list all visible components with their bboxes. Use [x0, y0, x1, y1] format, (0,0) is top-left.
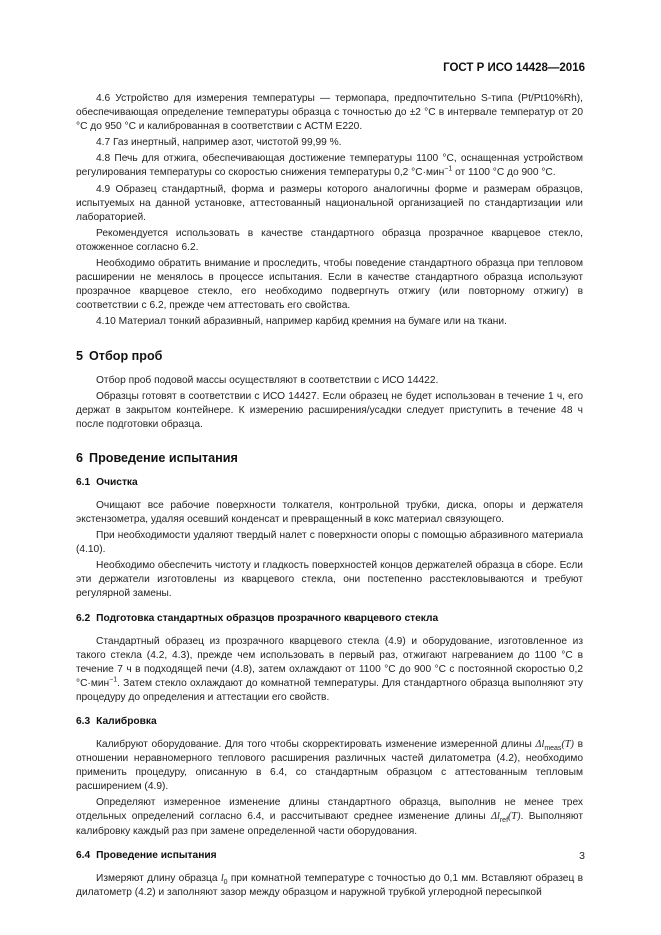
subsection-6-2-heading — [76, 612, 583, 626]
temperature-argument: (T) — [561, 739, 574, 750]
paragraph-4-8 — [76, 152, 583, 180]
paragraph-4-7: 4.7 Газ инертный, например азот, чистотой 99,99 %. — [96, 137, 342, 149]
l-zero-symbol: l — [220, 872, 224, 884]
ref-subscript: ref — [499, 817, 509, 825]
s63p2-text-a: Определяют измеренное изменение длины стандартного образца, выполнив не менее трех отдельных определений согласно 6.4, и рассчитывают среднее изменение длины — [76, 797, 583, 823]
subsection-6-1-paragraph: При необходимости удаляют твердый налет с поверхности опоры с помощью абразивного материала (4.10). — [76, 530, 583, 556]
s62-text-a: Стандартный образец из прозрачного кварцевого стекла (4.9) и оборудование, изготовленное из такого стекла (4.2, 4.3), прежде чем использовать в первый раз, отжигают нагреванием до 1100 °С в течение 7 ч в подходящей печи (4.8), затем охлаждают от 1100 °С до 900 °С с постоянной скоростью 0,2 °С·мин — [76, 635, 583, 689]
p48-text-a: 4.8 Печь для отжига, обеспечивающая достижение температуры 1100 °С, оснащенная устройством регулирования температуры со скоростью снижения температуры 0,2 °С·мин — [76, 153, 583, 179]
paragraph-4-10: 4.10 Материал тонкий абразивный, например карбид кремния на бумаге или на ткани. — [96, 316, 507, 328]
s62-text-b: . Затем стекло охлаждают до комнатной температуры. Для стандартного образца выполняют эту процедуру до определения и аттестации его свойств. — [76, 677, 583, 703]
subsection-6-4-title: Проведение испытания — [96, 849, 217, 861]
section-5-title: Отбор проб — [89, 348, 163, 363]
paragraph-recommendation: Рекомендуется использовать в качестве стандартного образца прозрачное кварцевое стекло, отожженное согласно 6.2. — [76, 227, 583, 253]
subsection-6-1-number: 6.1 — [76, 476, 91, 488]
subsection-6-3-paragraph — [76, 738, 583, 794]
subsection-6-2-number: 6.2 — [76, 612, 91, 624]
subsection-6-2-paragraph — [76, 635, 583, 705]
paragraph-4-6: 4.6 Устройство для измерения температуры — термопара, предпочтительно S-типа (Pt/Pt10%Rh), обеспечивающая определение температуры образца с точностью до ±2 °С в интервале температур от 20 °С до 950 °С и калиброванная в соответствии с АСТМ Е220. — [76, 93, 583, 133]
section-6-number: 6 — [76, 450, 84, 465]
temperature-argument: (T) — [508, 811, 521, 823]
delta-l-symbol: Δl — [491, 811, 500, 823]
section-5-heading — [76, 348, 583, 364]
subsection-6-3-heading — [76, 715, 583, 729]
meas-subscript: meas — [544, 745, 562, 753]
section-5-number: 5 — [76, 348, 84, 363]
p48-superscript: −1 — [444, 166, 453, 174]
s63p1-text-b: в отношении неравномерного теплового расширения различных частей дилатометра (4.2), необходимо применить процедуру, описанную в 6.4, со стандартным образцом с аттестованным тепловым расширением (4.9). — [76, 739, 584, 793]
page-number: 3 — [579, 850, 585, 862]
document-header: ГОСТ Р ИСО 14428—2016 — [443, 62, 585, 74]
s63p2-text-b: . Выполняют калибровку каждый раз при замене определенной части оборудования. — [76, 811, 583, 837]
s62-superscript: −1 — [109, 676, 118, 684]
p48-text-b: от 1100 °С до 900 °С. — [452, 167, 556, 179]
subsection-6-1-paragraph: Очищают все рабочие поверхности толкателя, контрольной трубки, диска, опоры и держателя экстензометра, удаляя осевший конденсат и превращенный в кокс материал связующего. — [76, 499, 583, 525]
subsection-6-4-paragraph — [76, 872, 583, 900]
zero-subscript: 0 — [223, 878, 228, 886]
subsection-6-3-paragraph — [76, 796, 583, 838]
section-5-paragraph: Образцы готовят в соответствии с ИСО 14427. Если образец не будет использован в течение 1 ч, его держат в закрытом контейнере. К измерению расширения/усадки следует приступить в течение 48 ч после подготовки образца. — [76, 390, 583, 430]
subsection-6-3-number: 6.3 — [76, 716, 91, 727]
section-6-heading — [76, 450, 583, 466]
subsection-6-1-paragraph: Необходимо обеспечить чистоту и гладкость поверхностей концов держателей образца в сборе. Если эти держатели изготовлены из кварцевого стекла, они постепенно расстекловываются и требуют регулярной замены. — [76, 560, 583, 600]
section-6-title: Проведение испытания — [89, 450, 238, 465]
delta-l-symbol: Δl — [535, 739, 545, 750]
section-5-paragraph: Отбор проб подовой массы осуществляют в соответствии с ИСО 14422. — [96, 374, 439, 386]
subsection-6-3-title: Калибровка — [96, 716, 157, 727]
s64p1-text-a: Измеряют длину образца — [96, 872, 221, 884]
subsection-6-1-heading — [76, 476, 583, 490]
paragraph-4-9: 4.9 Образец стандартный, форма и размеры которого аналогичны форме и размерам образцов, испытуемых на данной установке, аттестованный национальной организацией по стандартизации или лабораторией. — [76, 183, 583, 223]
subsection-6-2-title: Подготовка стандартных образцов прозрачного кварцевого стекла — [96, 612, 439, 624]
s63p1-text-a: Калибруют оборудование. Для того чтобы скорректировать изменение измеренной длины — [96, 739, 536, 750]
document-body — [76, 92, 583, 900]
s64p1-text-b: при комнатной температуре с точностью до 0,1 мм. Вставляют образец в дилатометр (4.2) и заполняют зазор между образцом и наружной трубкой углеродной пересыпкой — [76, 872, 583, 898]
subsection-6-4-heading — [76, 849, 583, 863]
subsection-6-1-title: Очистка — [96, 476, 138, 488]
paragraph-note: Необходимо обратить внимание и проследить, чтобы поведение стандартного образца при тепловом расширении не менялось в процессе испытания. Если в качестве стандартного образца используют прозрачное кварцевое стекло, его необходимо подвергнуть отжигу (или повторному отжигу) в соответствии с 6.2, прежде чем аттестовать его свойства. — [76, 258, 583, 312]
subsection-6-4-number: 6.4 — [76, 849, 91, 861]
